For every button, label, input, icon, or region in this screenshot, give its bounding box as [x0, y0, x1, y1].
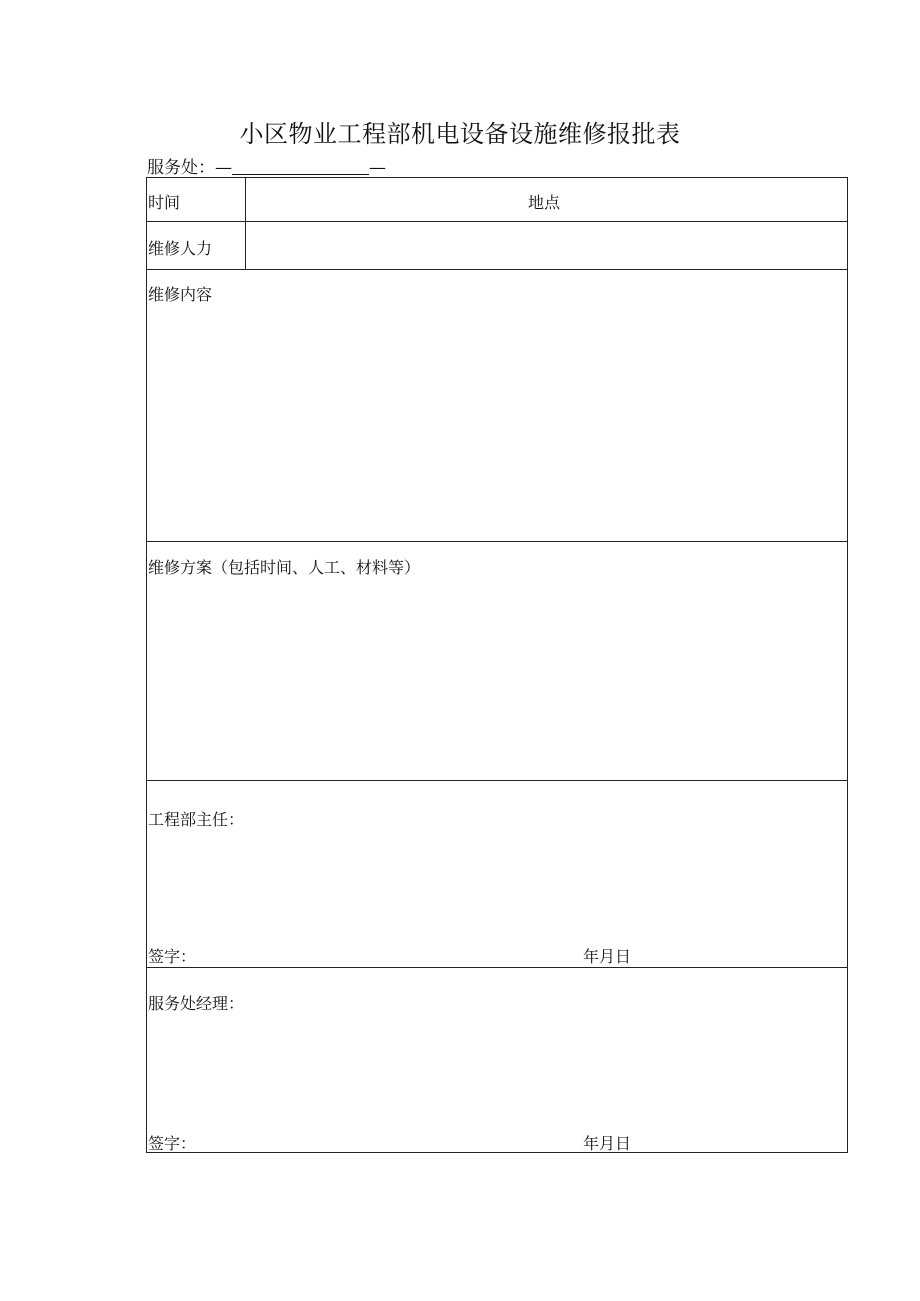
- service-office-label: 服务处：—: [147, 158, 232, 178]
- service-office-line: [147, 153, 386, 178]
- row-divider-time: [147, 221, 847, 222]
- manpower-label: 维修人力: [148, 239, 213, 258]
- service-manager-label: 服务处经理：: [148, 994, 245, 1013]
- engineering-signature-label: 签字：: [148, 947, 197, 966]
- service-date-label: 年月日: [583, 1134, 632, 1153]
- service-signature-label: 签字：: [148, 1134, 197, 1153]
- label-column-divider: [245, 178, 246, 269]
- form-title: 小区物业工程部机电设备设施维修报批表: [239, 120, 681, 148]
- repair-plan-label: 维修方案（包括时间、人工、材料等）: [148, 558, 421, 577]
- row-divider-plan: [147, 780, 847, 781]
- location-label: 地点: [528, 193, 561, 212]
- service-office-blank: [232, 158, 369, 175]
- row-divider-manpower: [147, 269, 847, 270]
- approval-form-table: [146, 177, 848, 1153]
- row-divider-content: [147, 541, 847, 542]
- repair-content-label: 维修内容: [148, 285, 213, 304]
- time-label: 时间: [148, 193, 181, 212]
- engineering-supervisor-label: 工程部主任：: [148, 810, 245, 829]
- row-divider-supervisor: [147, 967, 847, 968]
- service-office-suffix: —: [369, 158, 386, 178]
- engineering-date-label: 年月日: [583, 947, 632, 966]
